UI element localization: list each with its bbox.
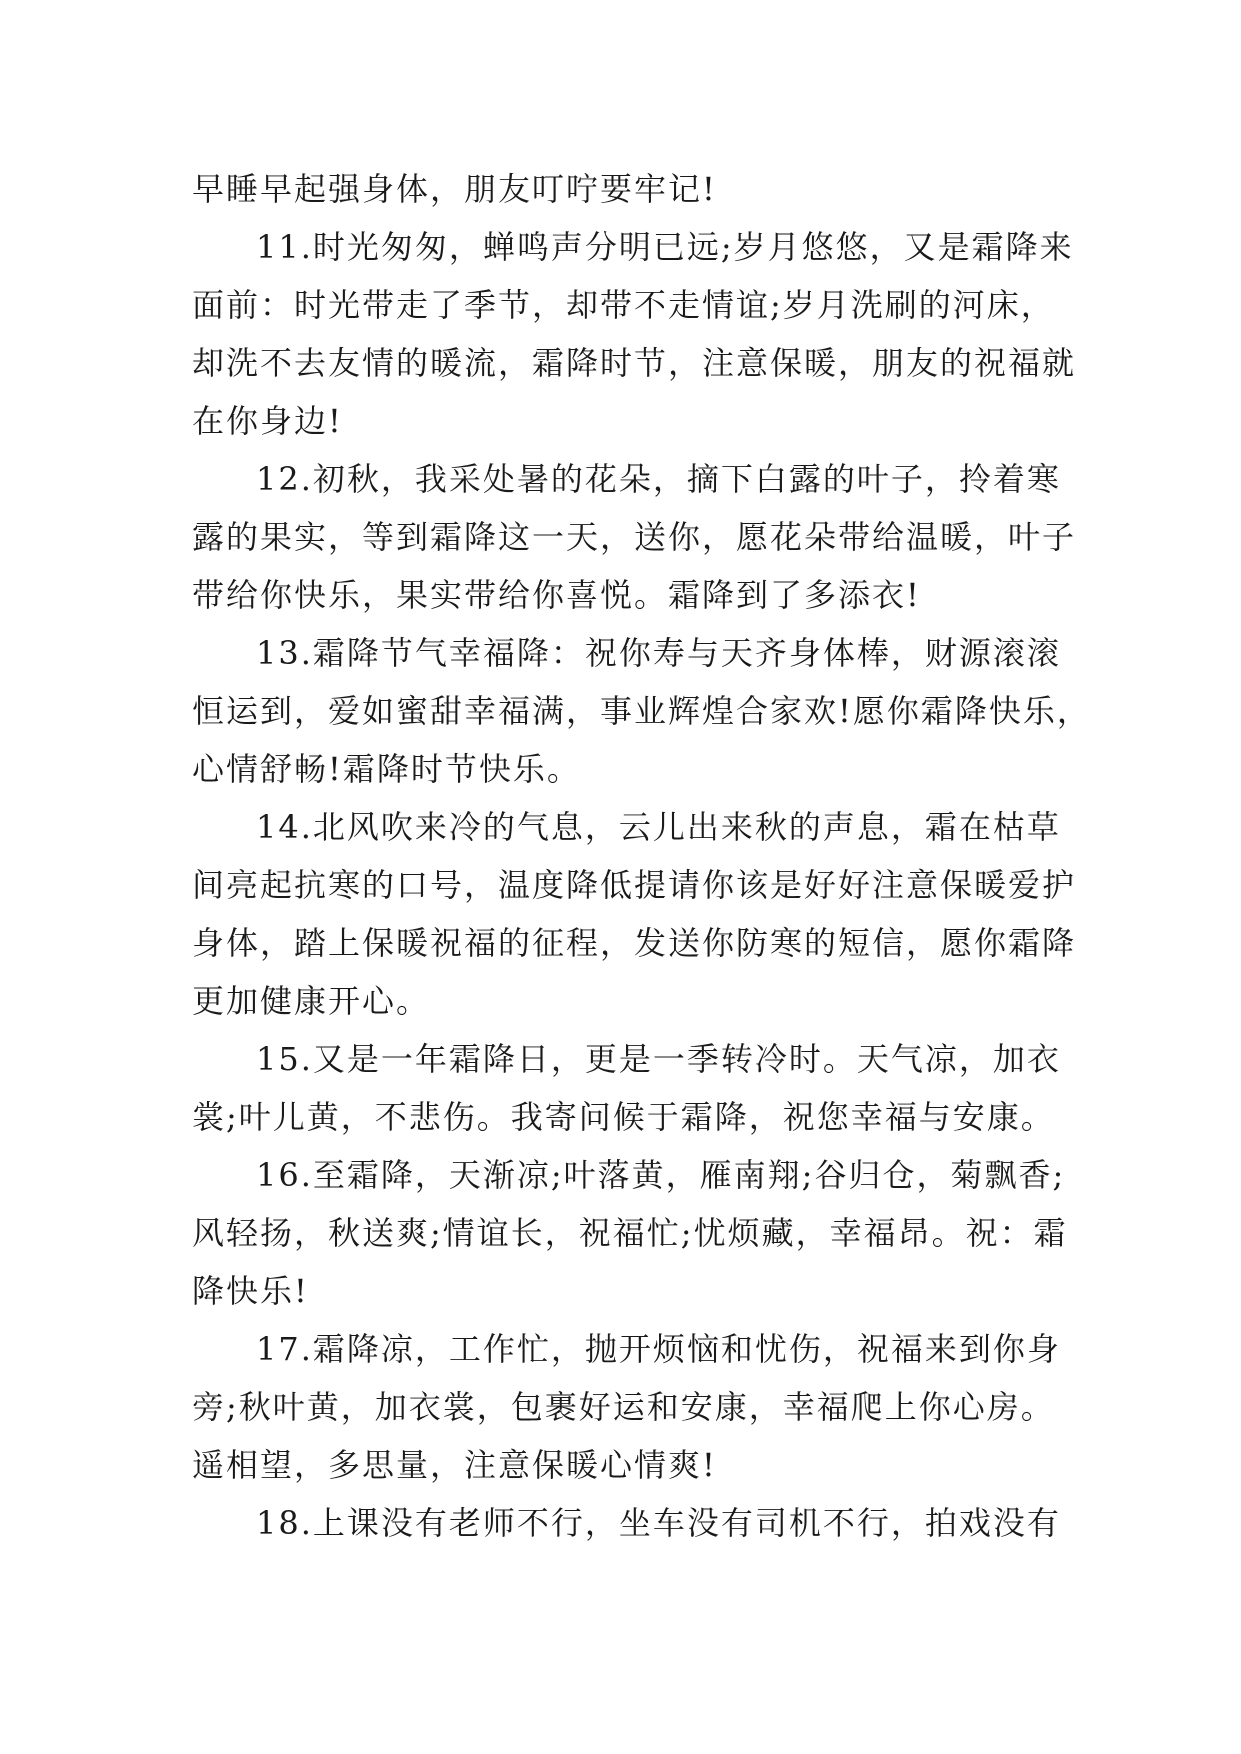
- text-line: 带给你快乐，果实带给你喜悦。霜降到了多添衣!: [192, 576, 921, 614]
- text-line: 心情舒畅!霜降时节快乐。: [192, 750, 581, 788]
- text-line: 面前：时光带走了季节，却带不走情谊;岁月洗刷的河床，: [192, 286, 1055, 324]
- text-line: 降快乐!: [192, 1272, 309, 1310]
- text-line: 早睡早起强身体，朋友叮咛要牢记!: [192, 170, 717, 208]
- text-line: 在你身边!: [192, 402, 343, 440]
- text-line: 恒运到，爱如蜜甜幸福满，事业辉煌合家欢!愿你霜降快乐，: [192, 692, 1091, 730]
- paragraph-start-line: 12.初秋，我采处暑的花朵，摘下白露的叶子，拎着寒: [256, 460, 1061, 498]
- text-line: 更加健康开心。: [192, 982, 431, 1020]
- paragraph-start-line: 14.北风吹来冷的气息，云儿出来秋的声息，霜在枯草: [256, 808, 1061, 846]
- paragraph-start-line: 11.时光匆匆，蝉鸣声分明已远;岁月悠悠，又是霜降来: [256, 228, 1074, 266]
- text-line: 露的果实，等到霜降这一天，送你，愿花朵带给温暖，叶子: [192, 518, 1077, 556]
- paragraph-start-line: 15.又是一年霜降日，更是一季转冷时。天气凉，加衣: [256, 1040, 1061, 1078]
- text-line: 却洗不去友情的暖流，霜降时节，注意保暖，朋友的祝福就: [192, 344, 1077, 382]
- paragraph-start-line: 18.上课没有老师不行，坐车没有司机不行，拍戏没有: [256, 1504, 1061, 1542]
- paragraph-start-line: 16.至霜降，天渐凉;叶落黄，雁南翔;谷归仓，菊飘香;: [256, 1156, 1066, 1194]
- text-line: 身体，踏上保暖祝福的征程，发送你防寒的短信，愿你霜降: [192, 924, 1077, 962]
- text-line: 间亮起抗寒的口号，温度降低提请你该是好好注意保暖爱护: [192, 866, 1077, 904]
- text-line: 风轻扬，秋送爽;情谊长，祝福忙;忧烦藏，幸福昂。祝：霜: [192, 1214, 1068, 1252]
- paragraph-start-line: 17.霜降凉，工作忙，抛开烦恼和忧伤，祝福来到你身: [256, 1330, 1061, 1368]
- paragraph-start-line: 13.霜降节气幸福降：祝你寿与天齐身体棒，财源滚滚: [256, 634, 1061, 672]
- text-line: 旁;秋叶黄，加衣裳，包裹好运和安康，幸福爬上你心房。: [192, 1388, 1055, 1426]
- document-body: [192, 160, 1091, 1552]
- text-line: 裳;叶儿黄，不悲伤。我寄问候于霜降，祝您幸福与安康。: [192, 1098, 1055, 1136]
- text-line: 遥相望，多思量，注意保暖心情爽!: [192, 1446, 717, 1484]
